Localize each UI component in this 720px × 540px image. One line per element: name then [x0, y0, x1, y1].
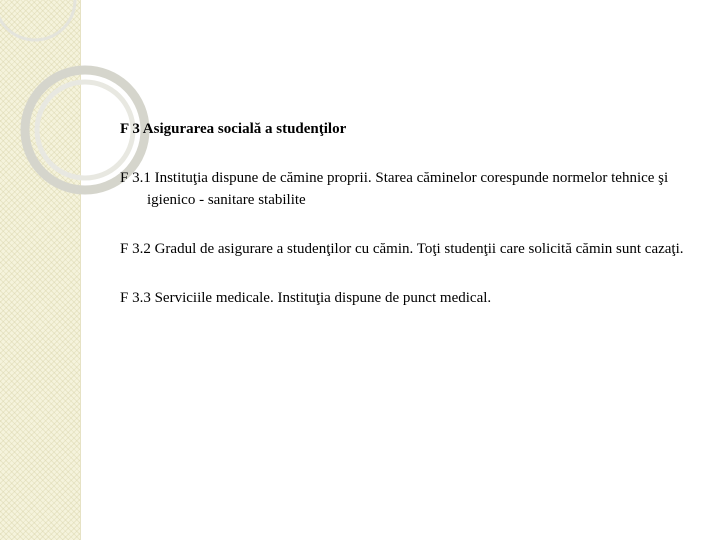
item-code: F 3.1	[120, 170, 151, 186]
inner-ring	[37, 82, 133, 178]
item-text: Serviciile medicale. Instituţia dispune de punct medical.	[154, 290, 492, 306]
section-title: F 3 Asigurarea socială a studenţilor	[120, 121, 347, 137]
item-text: Gradul de asigurare a studenţilor cu cămin. Toţi studenţii care solicită cămin sunt cazaţi.	[154, 241, 684, 257]
item-code: F 3.2	[120, 241, 151, 257]
slide-content	[120, 118, 690, 336]
item-text: Instituţia dispune de cămine proprii. Starea căminelor corespunde normelor tehnice şi igienico - sanitare stabilite	[147, 170, 669, 208]
list-item	[120, 287, 690, 309]
list-item	[120, 167, 690, 211]
small-ring	[0, 0, 75, 40]
item-code: F 3.3	[120, 290, 151, 306]
list-item	[120, 238, 690, 260]
